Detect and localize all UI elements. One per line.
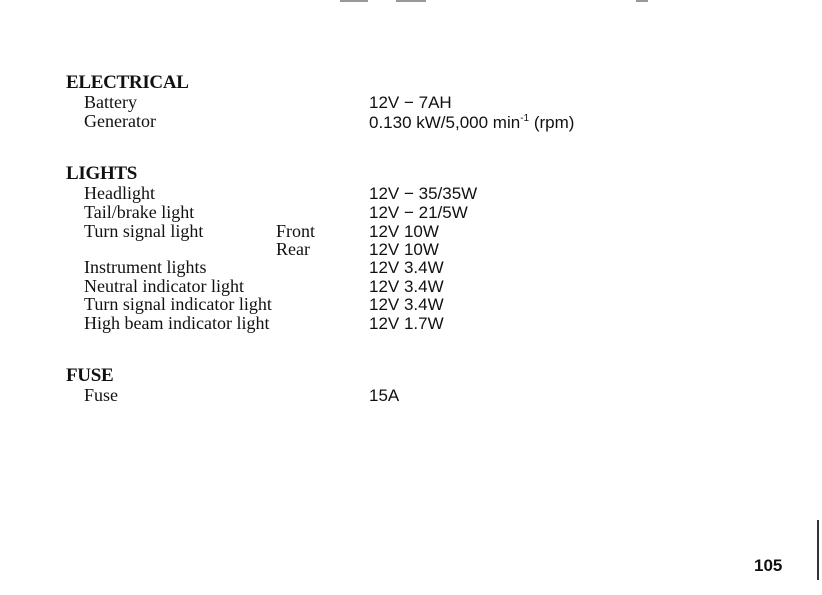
spec-value-instrument-lights: 12V 3.4W bbox=[369, 258, 444, 277]
page-edge-line bbox=[817, 520, 819, 580]
generator-value-superscript: -1 bbox=[520, 113, 530, 124]
spec-value-headlight: 12V − 35/35W bbox=[369, 184, 478, 203]
spec-label-turn-indicator: Turn signal indicator light bbox=[84, 294, 272, 314]
scan-mark bbox=[396, 0, 426, 2]
generator-value-main: 0.130 kW/5,000 min bbox=[369, 113, 521, 132]
spec-sublabel-front: Front bbox=[276, 221, 316, 241]
section-heading-fuse: FUSE bbox=[66, 365, 114, 386]
spec-label-tail-brake: Tail/brake light bbox=[84, 202, 195, 222]
page-number: 105 bbox=[754, 556, 783, 575]
spec-sublabel-rear: Rear bbox=[276, 239, 310, 259]
spec-value-generator bbox=[369, 113, 574, 133]
section-heading-electrical: ELECTRICAL bbox=[66, 72, 189, 93]
spec-label-battery: Battery bbox=[84, 92, 137, 112]
spec-value-high-beam-indicator: 12V 1.7W bbox=[369, 314, 444, 333]
spec-label-generator: Generator bbox=[84, 111, 156, 131]
spec-label-turn-signal: Turn signal light bbox=[84, 221, 204, 241]
generator-value-unit: (rpm) bbox=[529, 113, 575, 132]
scan-mark bbox=[340, 0, 368, 2]
spec-label-high-beam-indicator: High beam indicator light bbox=[84, 313, 270, 333]
spec-label-fuse: Fuse bbox=[84, 385, 119, 405]
spec-label-headlight: Headlight bbox=[84, 183, 155, 203]
spec-label-instrument-lights: Instrument lights bbox=[84, 257, 207, 277]
section-heading-lights: LIGHTS bbox=[66, 163, 138, 184]
spec-value-tail-brake: 12V − 21/5W bbox=[369, 203, 468, 222]
spec-label-neutral-indicator: Neutral indicator light bbox=[84, 276, 244, 296]
scan-mark bbox=[636, 0, 648, 2]
spec-value-turn-signal-rear: 12V 10W bbox=[369, 240, 439, 259]
spec-value-turn-signal-front: 12V 10W bbox=[369, 222, 439, 241]
spec-value-neutral-indicator: 12V 3.4W bbox=[369, 277, 444, 296]
spec-value-battery: 12V − 7AH bbox=[369, 93, 452, 112]
spec-value-turn-indicator: 12V 3.4W bbox=[369, 295, 444, 314]
spec-value-fuse: 15A bbox=[369, 386, 400, 405]
